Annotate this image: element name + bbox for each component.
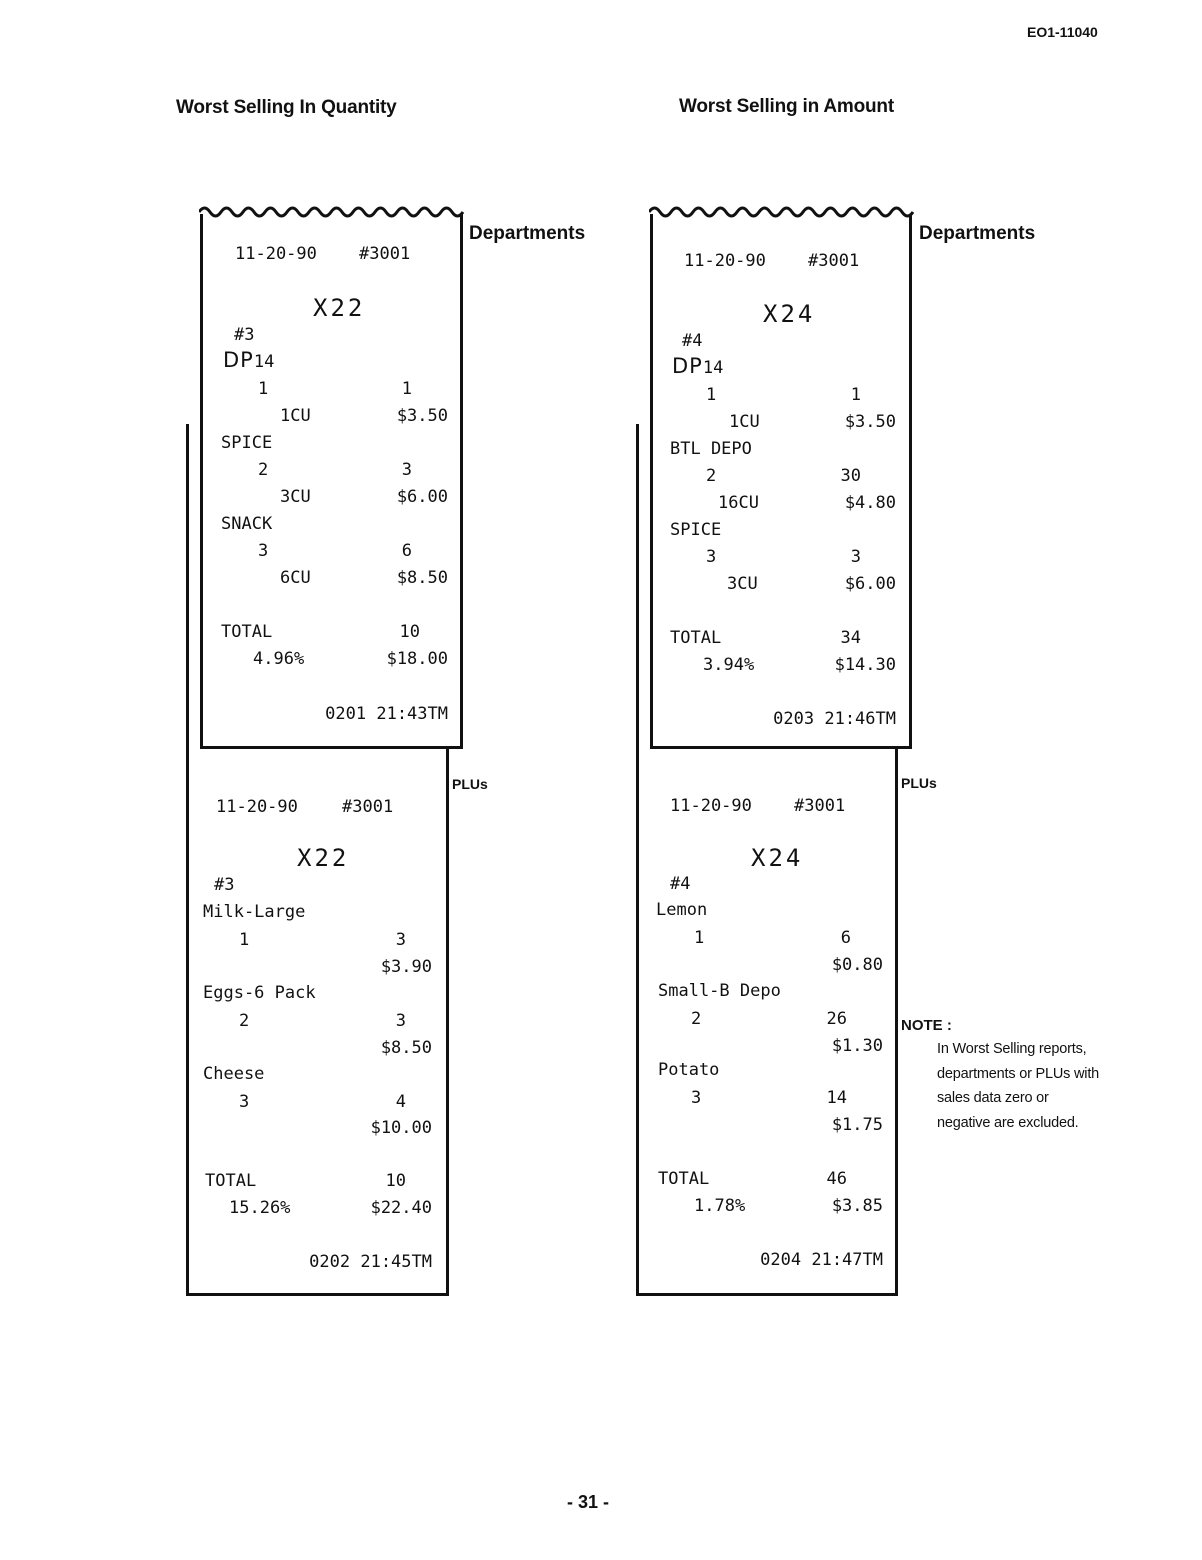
plu-amount: $3.90 xyxy=(380,957,432,977)
report-code: X24 xyxy=(751,844,804,872)
departments-label: Departments xyxy=(919,223,1036,244)
total-count: 10 xyxy=(399,622,420,642)
plu-count: 26 xyxy=(826,1009,847,1029)
dept-qty: 1CU xyxy=(280,406,311,426)
dp-prefix: DP xyxy=(223,348,254,372)
dp-count: 14 xyxy=(253,352,275,372)
torn-edge xyxy=(199,204,467,220)
plu-count: 14 xyxy=(826,1088,847,1108)
plu-count: 3 xyxy=(395,1011,406,1031)
total-label: TOTAL xyxy=(221,622,273,642)
dept-count: 3 xyxy=(850,547,861,567)
dept-rank: 3 xyxy=(258,541,269,561)
plu-name: Potato xyxy=(658,1060,720,1080)
total-count: 46 xyxy=(826,1169,847,1189)
receipt-date: 11-20-90 xyxy=(235,244,317,264)
dept-amount: $6.00 xyxy=(396,487,448,507)
receipt-footer: 0204 21:47TM xyxy=(760,1250,883,1270)
note-body: In Worst Selling reports, departments or PLUs with sales data zero or negative are excluded. xyxy=(937,1041,1100,1131)
receipt-store: #3001 xyxy=(794,796,846,816)
dept-rank: 2 xyxy=(706,466,717,486)
total-amount: $14.30 xyxy=(834,655,896,675)
plu-rank: 1 xyxy=(239,930,250,950)
report-option: #3 xyxy=(214,875,235,895)
document-id: EO1-11040 xyxy=(1027,24,1098,40)
plu-count: 6 xyxy=(840,928,851,948)
total-count: 34 xyxy=(840,628,861,648)
receipt-date: 11-20-90 xyxy=(670,796,752,816)
total-label: TOTAL xyxy=(205,1171,257,1191)
report-option: #4 xyxy=(670,874,691,894)
receipt-store: #3001 xyxy=(808,251,860,271)
receipt-date: 11-20-90 xyxy=(684,251,766,271)
plu-rank: 3 xyxy=(691,1088,702,1108)
dept-qty: 1CU xyxy=(729,412,760,432)
plu-amount: $0.80 xyxy=(831,955,883,975)
total-percent: 3.94% xyxy=(703,655,755,675)
plu-name: Eggs-6 Pack xyxy=(203,983,316,1003)
dept-amount: $6.00 xyxy=(844,574,896,594)
plu-amount: $1.30 xyxy=(831,1036,883,1056)
plus-label: PLUs xyxy=(901,775,937,791)
total-label: TOTAL xyxy=(670,628,722,648)
plu-name: Lemon xyxy=(656,900,708,920)
receipt-store: #3001 xyxy=(359,244,411,264)
dept-count: 6 xyxy=(401,541,412,561)
total-amount: $18.00 xyxy=(386,649,448,669)
dept-name: SPICE xyxy=(670,520,722,540)
total-percent: 15.26% xyxy=(229,1198,291,1218)
receipt-store: #3001 xyxy=(342,797,394,817)
report-option: #3 xyxy=(234,325,255,345)
dept-name: SPICE xyxy=(221,433,273,453)
dept-qty: 6CU xyxy=(280,568,311,588)
dp-line xyxy=(223,348,274,372)
total-percent: 4.96% xyxy=(253,649,305,669)
dp-prefix: DP xyxy=(672,354,703,378)
total-amount: $3.85 xyxy=(831,1196,883,1216)
receipt-footer: 0203 21:46TM xyxy=(773,709,896,729)
plu-rank: 2 xyxy=(239,1011,250,1031)
plu-name: Small-B Depo xyxy=(658,981,781,1001)
report-option: #4 xyxy=(682,331,703,351)
dept-count: 1 xyxy=(401,379,412,399)
total-count: 10 xyxy=(385,1171,406,1191)
report-code: X22 xyxy=(313,294,366,322)
dp-line xyxy=(672,354,723,378)
total-label: TOTAL xyxy=(658,1169,710,1189)
plus-label: PLUs xyxy=(452,776,488,792)
dept-qty: 3CU xyxy=(280,487,311,507)
dept-count: 30 xyxy=(840,466,861,486)
page-number: - 31 - xyxy=(567,1492,610,1512)
plu-name: Milk-Large xyxy=(203,902,306,922)
plu-count: 3 xyxy=(395,930,406,950)
dept-amount: $3.50 xyxy=(396,406,448,426)
dp-count: 14 xyxy=(702,358,724,378)
total-percent: 1.78% xyxy=(694,1196,746,1216)
plu-amount: $1.75 xyxy=(831,1115,883,1135)
receipt-footer: 0201 21:43TM xyxy=(325,704,448,724)
plu-amount: $10.00 xyxy=(370,1118,432,1138)
dept-rank: 2 xyxy=(258,460,269,480)
plu-rank: 3 xyxy=(239,1092,250,1112)
plu-count: 4 xyxy=(395,1092,406,1112)
dept-qty: 3CU xyxy=(727,574,758,594)
departments-label: Departments xyxy=(469,223,586,244)
torn-edge xyxy=(649,204,917,220)
dept-count: 1 xyxy=(850,385,861,405)
dept-name: SNACK xyxy=(221,514,273,534)
dept-count: 3 xyxy=(401,460,412,480)
plu-name: Cheese xyxy=(203,1064,265,1084)
report-code: X24 xyxy=(763,300,816,328)
plu-rank: 1 xyxy=(694,928,705,948)
dept-rank: 1 xyxy=(706,385,717,405)
dept-amount: $8.50 xyxy=(396,568,448,588)
note-title: NOTE : xyxy=(901,1017,952,1034)
right-department-receipt xyxy=(650,214,912,749)
dept-qty: 16CU xyxy=(718,493,759,513)
right-heading: Worst Selling in Amount xyxy=(679,96,894,117)
report-code: X22 xyxy=(297,844,350,872)
receipt-date: 11-20-90 xyxy=(216,797,298,817)
dept-amount: $4.80 xyxy=(844,493,896,513)
dept-rank: 1 xyxy=(258,379,269,399)
dept-name: BTL DEPO xyxy=(670,439,752,459)
plu-rank: 2 xyxy=(691,1009,702,1029)
receipt-footer: 0202 21:45TM xyxy=(309,1252,432,1272)
total-amount: $22.40 xyxy=(370,1198,432,1218)
dept-amount: $3.50 xyxy=(844,412,896,432)
left-department-receipt xyxy=(200,214,463,749)
left-heading: Worst Selling In Quantity xyxy=(176,97,397,118)
dept-rank: 3 xyxy=(706,547,717,567)
plu-amount: $8.50 xyxy=(380,1038,432,1058)
